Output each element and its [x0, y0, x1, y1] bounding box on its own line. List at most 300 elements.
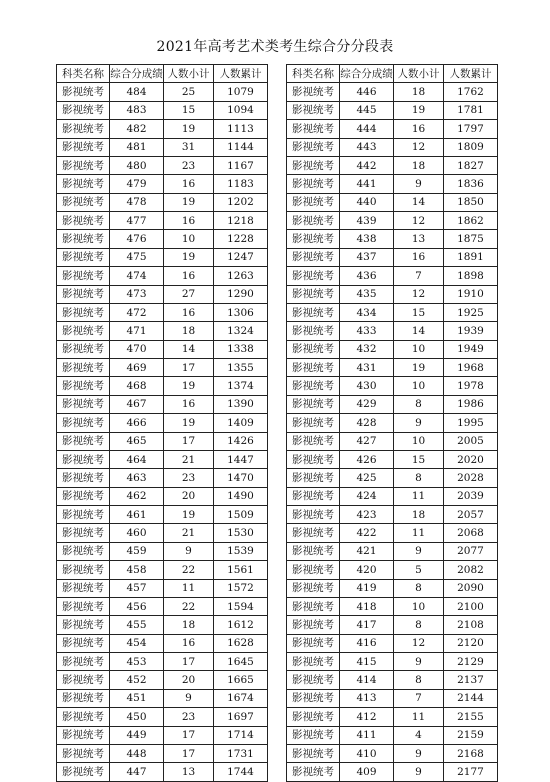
cell-category: 影视统考 [287, 469, 340, 487]
cell-count: 19 [164, 248, 214, 266]
cell-score: 481 [110, 138, 164, 156]
cell-score: 421 [340, 542, 394, 560]
cell-count: 19 [394, 101, 444, 119]
cell-score: 434 [340, 303, 394, 321]
cell-score: 438 [340, 230, 394, 248]
table-row [57, 340, 268, 358]
cell-count: 11 [394, 524, 444, 542]
table-row [57, 450, 268, 468]
table-row [287, 175, 498, 193]
table-row [57, 395, 268, 413]
cell-score: 431 [340, 359, 394, 377]
cell-count: 10 [394, 340, 444, 358]
cell-category: 影视统考 [287, 708, 340, 726]
cell-cumulative: 1995 [444, 414, 498, 432]
cell-score: 473 [110, 285, 164, 303]
cell-score: 476 [110, 230, 164, 248]
cell-cumulative: 2168 [444, 744, 498, 762]
cell-cumulative: 2082 [444, 561, 498, 579]
cell-count: 17 [164, 359, 214, 377]
cell-cumulative: 2144 [444, 689, 498, 707]
cell-count: 21 [164, 524, 214, 542]
table-row [57, 377, 268, 395]
table-row [287, 432, 498, 450]
cell-cumulative: 1986 [444, 395, 498, 413]
table-row [57, 83, 268, 101]
cell-category: 影视统考 [57, 285, 110, 303]
cell-score: 420 [340, 561, 394, 579]
cell-count: 10 [394, 432, 444, 450]
table-row [57, 469, 268, 487]
cell-cumulative: 2077 [444, 542, 498, 560]
cell-count: 21 [164, 450, 214, 468]
cell-score: 424 [340, 487, 394, 505]
cell-cumulative: 1827 [444, 156, 498, 174]
cell-cumulative: 1247 [214, 248, 268, 266]
cell-cumulative: 1762 [444, 83, 498, 101]
cell-cumulative: 1490 [214, 487, 268, 505]
header-count: 人数小计 [394, 65, 444, 83]
cell-count: 20 [164, 487, 214, 505]
cell-count: 17 [164, 744, 214, 762]
cell-category: 影视统考 [57, 579, 110, 597]
table-row [57, 634, 268, 652]
table-row [287, 579, 498, 597]
cell-score: 443 [340, 138, 394, 156]
cell-cumulative: 1539 [214, 542, 268, 560]
cell-count: 5 [394, 561, 444, 579]
cell-category: 影视统考 [287, 359, 340, 377]
cell-cumulative: 1144 [214, 138, 268, 156]
table-row [57, 230, 268, 248]
table-row [287, 450, 498, 468]
table-row [57, 120, 268, 138]
cell-category: 影视统考 [287, 597, 340, 615]
header-category: 科类名称 [57, 65, 110, 83]
cell-count: 11 [164, 579, 214, 597]
cell-category: 影视统考 [287, 285, 340, 303]
cell-count: 8 [394, 469, 444, 487]
cell-category: 影视统考 [57, 506, 110, 524]
cell-category: 影视统考 [287, 542, 340, 560]
cell-cumulative: 1202 [214, 193, 268, 211]
cell-cumulative: 1509 [214, 506, 268, 524]
cell-category: 影视统考 [57, 744, 110, 762]
table-row [57, 212, 268, 230]
cell-category: 影视统考 [57, 120, 110, 138]
cell-count: 14 [394, 322, 444, 340]
cell-category: 影视统考 [57, 175, 110, 193]
cell-count: 10 [394, 377, 444, 395]
cell-count: 16 [164, 175, 214, 193]
table-row [287, 634, 498, 652]
cell-category: 影视统考 [287, 487, 340, 505]
cell-count: 19 [164, 414, 214, 432]
table-row [57, 744, 268, 762]
cell-score: 457 [110, 579, 164, 597]
cell-count: 23 [164, 469, 214, 487]
cell-score: 462 [110, 487, 164, 505]
cell-category: 影视统考 [287, 524, 340, 542]
cell-cumulative: 2177 [444, 763, 498, 781]
cell-count: 8 [394, 616, 444, 634]
cell-category: 影视统考 [287, 230, 340, 248]
cell-category: 影视统考 [287, 267, 340, 285]
cell-count: 16 [164, 395, 214, 413]
cell-cumulative: 1167 [214, 156, 268, 174]
cell-count: 10 [164, 230, 214, 248]
cell-cumulative: 1925 [444, 303, 498, 321]
cell-score: 440 [340, 193, 394, 211]
cell-category: 影视统考 [287, 322, 340, 340]
table-row [287, 671, 498, 689]
cell-score: 429 [340, 395, 394, 413]
table-row [57, 506, 268, 524]
cell-count: 23 [164, 708, 214, 726]
cell-count: 16 [164, 634, 214, 652]
cell-count: 18 [164, 322, 214, 340]
table-row [57, 561, 268, 579]
cell-category: 影视统考 [57, 469, 110, 487]
cell-score: 442 [340, 156, 394, 174]
cell-score: 436 [340, 267, 394, 285]
cell-cumulative: 1978 [444, 377, 498, 395]
cell-cumulative: 1898 [444, 267, 498, 285]
cell-score: 437 [340, 248, 394, 266]
cell-score: 467 [110, 395, 164, 413]
table-row [57, 193, 268, 211]
cell-score: 453 [110, 653, 164, 671]
cell-score: 471 [110, 322, 164, 340]
cell-count: 18 [394, 83, 444, 101]
cell-category: 影视统考 [287, 156, 340, 174]
cell-score: 427 [340, 432, 394, 450]
cell-score: 447 [110, 763, 164, 781]
cell-cumulative: 1697 [214, 708, 268, 726]
cell-cumulative: 2159 [444, 726, 498, 744]
table-row [57, 359, 268, 377]
cell-cumulative: 2108 [444, 616, 498, 634]
table-row [287, 101, 498, 119]
cell-category: 影视统考 [287, 101, 340, 119]
score-table-left [56, 64, 268, 782]
cell-score: 468 [110, 377, 164, 395]
cell-score: 449 [110, 726, 164, 744]
cell-score: 477 [110, 212, 164, 230]
cell-score: 446 [340, 83, 394, 101]
table-row [287, 506, 498, 524]
cell-score: 480 [110, 156, 164, 174]
cell-count: 15 [394, 450, 444, 468]
cell-cumulative: 1530 [214, 524, 268, 542]
cell-category: 影视统考 [57, 616, 110, 634]
cell-category: 影视统考 [57, 138, 110, 156]
table-row [287, 83, 498, 101]
cell-category: 影视统考 [57, 230, 110, 248]
cell-score: 414 [340, 671, 394, 689]
cell-score: 435 [340, 285, 394, 303]
cell-count: 16 [164, 267, 214, 285]
cell-score: 474 [110, 267, 164, 285]
cell-count: 31 [164, 138, 214, 156]
table-row [57, 487, 268, 505]
cell-category: 影视统考 [57, 322, 110, 340]
table-row [57, 138, 268, 156]
cell-cumulative: 1561 [214, 561, 268, 579]
cell-score: 455 [110, 616, 164, 634]
cell-category: 影视统考 [57, 763, 110, 781]
cell-category: 影视统考 [57, 156, 110, 174]
table-row [287, 193, 498, 211]
table-row [57, 285, 268, 303]
cell-count: 9 [394, 542, 444, 560]
cell-category: 影视统考 [57, 395, 110, 413]
header-category: 科类名称 [287, 65, 340, 83]
table-row [287, 561, 498, 579]
cell-cumulative: 1263 [214, 267, 268, 285]
cell-category: 影视统考 [57, 267, 110, 285]
cell-category: 影视统考 [287, 653, 340, 671]
table-row [287, 359, 498, 377]
cell-cumulative: 1426 [214, 432, 268, 450]
table-row [287, 138, 498, 156]
table-row [287, 120, 498, 138]
cell-count: 9 [394, 414, 444, 432]
cell-cumulative: 2039 [444, 487, 498, 505]
table-row [287, 616, 498, 634]
cell-count: 13 [164, 763, 214, 781]
cell-count: 25 [164, 83, 214, 101]
cell-cumulative: 2028 [444, 469, 498, 487]
cell-cumulative: 1218 [214, 212, 268, 230]
cell-cumulative: 1891 [444, 248, 498, 266]
cell-count: 23 [164, 156, 214, 174]
cell-category: 影视统考 [57, 193, 110, 211]
score-table-right [286, 64, 498, 782]
table-row [57, 432, 268, 450]
cell-cumulative: 1290 [214, 285, 268, 303]
cell-count: 9 [394, 653, 444, 671]
cell-cumulative: 2005 [444, 432, 498, 450]
cell-count: 8 [394, 395, 444, 413]
cell-category: 影视统考 [57, 561, 110, 579]
table-row [57, 542, 268, 560]
cell-category: 影视统考 [287, 450, 340, 468]
cell-cumulative: 1836 [444, 175, 498, 193]
cell-score: 460 [110, 524, 164, 542]
table-row [287, 524, 498, 542]
cell-cumulative: 2100 [444, 597, 498, 615]
cell-category: 影视统考 [287, 579, 340, 597]
table-row [287, 708, 498, 726]
cell-cumulative: 1355 [214, 359, 268, 377]
cell-count: 14 [394, 193, 444, 211]
cell-cumulative: 1665 [214, 671, 268, 689]
table-row [287, 377, 498, 395]
cell-category: 影视统考 [287, 138, 340, 156]
cell-category: 影视统考 [57, 597, 110, 615]
cell-count: 27 [164, 285, 214, 303]
cell-score: 461 [110, 506, 164, 524]
cell-count: 14 [164, 340, 214, 358]
cell-count: 12 [394, 634, 444, 652]
cell-score: 411 [340, 726, 394, 744]
cell-count: 22 [164, 561, 214, 579]
cell-score: 439 [340, 212, 394, 230]
cell-count: 16 [394, 120, 444, 138]
table-row [57, 101, 268, 119]
cell-cumulative: 1781 [444, 101, 498, 119]
table-row [57, 689, 268, 707]
cell-category: 影视统考 [57, 303, 110, 321]
cell-score: 483 [110, 101, 164, 119]
cell-count: 9 [164, 689, 214, 707]
cell-count: 9 [394, 744, 444, 762]
cell-cumulative: 1862 [444, 212, 498, 230]
cell-count: 9 [164, 542, 214, 560]
table-row [57, 175, 268, 193]
table-row [57, 763, 268, 781]
cell-score: 479 [110, 175, 164, 193]
cell-category: 影视统考 [287, 414, 340, 432]
cell-count: 19 [164, 506, 214, 524]
cell-category: 影视统考 [287, 616, 340, 634]
cell-score: 472 [110, 303, 164, 321]
cell-count: 19 [164, 120, 214, 138]
cell-category: 影视统考 [287, 340, 340, 358]
header-cumulative: 人数累计 [214, 65, 268, 83]
cell-cumulative: 1968 [444, 359, 498, 377]
cell-count: 15 [394, 303, 444, 321]
cell-cumulative: 1949 [444, 340, 498, 358]
cell-score: 478 [110, 193, 164, 211]
cell-cumulative: 2020 [444, 450, 498, 468]
cell-cumulative: 1809 [444, 138, 498, 156]
cell-category: 影视统考 [57, 83, 110, 101]
cell-category: 影视统考 [287, 377, 340, 395]
cell-count: 9 [394, 175, 444, 193]
table-row [57, 267, 268, 285]
cell-score: 415 [340, 653, 394, 671]
table-row [287, 303, 498, 321]
cell-category: 影视统考 [57, 671, 110, 689]
table-header-row [287, 65, 498, 83]
table-row [57, 616, 268, 634]
cell-cumulative: 2155 [444, 708, 498, 726]
cell-score: 454 [110, 634, 164, 652]
table-row [287, 248, 498, 266]
cell-cumulative: 1594 [214, 597, 268, 615]
cell-cumulative: 1714 [214, 726, 268, 744]
table-row [287, 653, 498, 671]
cell-cumulative: 1113 [214, 120, 268, 138]
table-row [287, 212, 498, 230]
cell-cumulative: 1797 [444, 120, 498, 138]
cell-score: 465 [110, 432, 164, 450]
cell-cumulative: 1731 [214, 744, 268, 762]
cell-category: 影视统考 [287, 83, 340, 101]
cell-count: 20 [164, 671, 214, 689]
cell-category: 影视统考 [287, 432, 340, 450]
cell-category: 影视统考 [287, 193, 340, 211]
cell-category: 影视统考 [57, 101, 110, 119]
cell-cumulative: 1875 [444, 230, 498, 248]
cell-score: 441 [340, 175, 394, 193]
cell-score: 417 [340, 616, 394, 634]
table-row [287, 414, 498, 432]
cell-category: 影视统考 [57, 212, 110, 230]
cell-cumulative: 1612 [214, 616, 268, 634]
cell-category: 影视统考 [57, 248, 110, 266]
cell-category: 影视统考 [57, 708, 110, 726]
cell-score: 426 [340, 450, 394, 468]
table-row [287, 156, 498, 174]
cell-score: 444 [340, 120, 394, 138]
table-row [57, 708, 268, 726]
cell-cumulative: 1674 [214, 689, 268, 707]
table-row [287, 395, 498, 413]
cell-cumulative: 2120 [444, 634, 498, 652]
cell-score: 470 [110, 340, 164, 358]
table-row [287, 597, 498, 615]
cell-category: 影视统考 [287, 634, 340, 652]
cell-count: 7 [394, 689, 444, 707]
cell-category: 影视统考 [57, 487, 110, 505]
cell-score: 445 [340, 101, 394, 119]
cell-cumulative: 2068 [444, 524, 498, 542]
cell-category: 影视统考 [287, 248, 340, 266]
cell-count: 10 [394, 597, 444, 615]
cell-cumulative: 1390 [214, 395, 268, 413]
cell-cumulative: 1374 [214, 377, 268, 395]
table-row [287, 689, 498, 707]
cell-count: 11 [394, 708, 444, 726]
cell-score: 430 [340, 377, 394, 395]
cell-cumulative: 1409 [214, 414, 268, 432]
cell-score: 410 [340, 744, 394, 762]
cell-count: 17 [164, 653, 214, 671]
cell-score: 425 [340, 469, 394, 487]
cell-cumulative: 1338 [214, 340, 268, 358]
cell-score: 482 [110, 120, 164, 138]
cell-score: 409 [340, 763, 394, 781]
cell-score: 419 [340, 579, 394, 597]
cell-count: 19 [164, 193, 214, 211]
table-header-row [57, 65, 268, 83]
cell-score: 475 [110, 248, 164, 266]
cell-category: 影视统考 [287, 175, 340, 193]
cell-score: 422 [340, 524, 394, 542]
cell-category: 影视统考 [57, 359, 110, 377]
cell-category: 影视统考 [57, 524, 110, 542]
cell-category: 影视统考 [287, 671, 340, 689]
cell-category: 影视统考 [287, 120, 340, 138]
cell-cumulative: 1306 [214, 303, 268, 321]
cell-cumulative: 1094 [214, 101, 268, 119]
cell-score: 413 [340, 689, 394, 707]
cell-score: 464 [110, 450, 164, 468]
cell-count: 18 [164, 616, 214, 634]
cell-category: 影视统考 [57, 377, 110, 395]
cell-cumulative: 2090 [444, 579, 498, 597]
table-row [287, 469, 498, 487]
cell-score: 423 [340, 506, 394, 524]
cell-cumulative: 1572 [214, 579, 268, 597]
cell-cumulative: 1470 [214, 469, 268, 487]
cell-category: 影视统考 [57, 634, 110, 652]
cell-count: 19 [164, 377, 214, 395]
cell-count: 4 [394, 726, 444, 744]
